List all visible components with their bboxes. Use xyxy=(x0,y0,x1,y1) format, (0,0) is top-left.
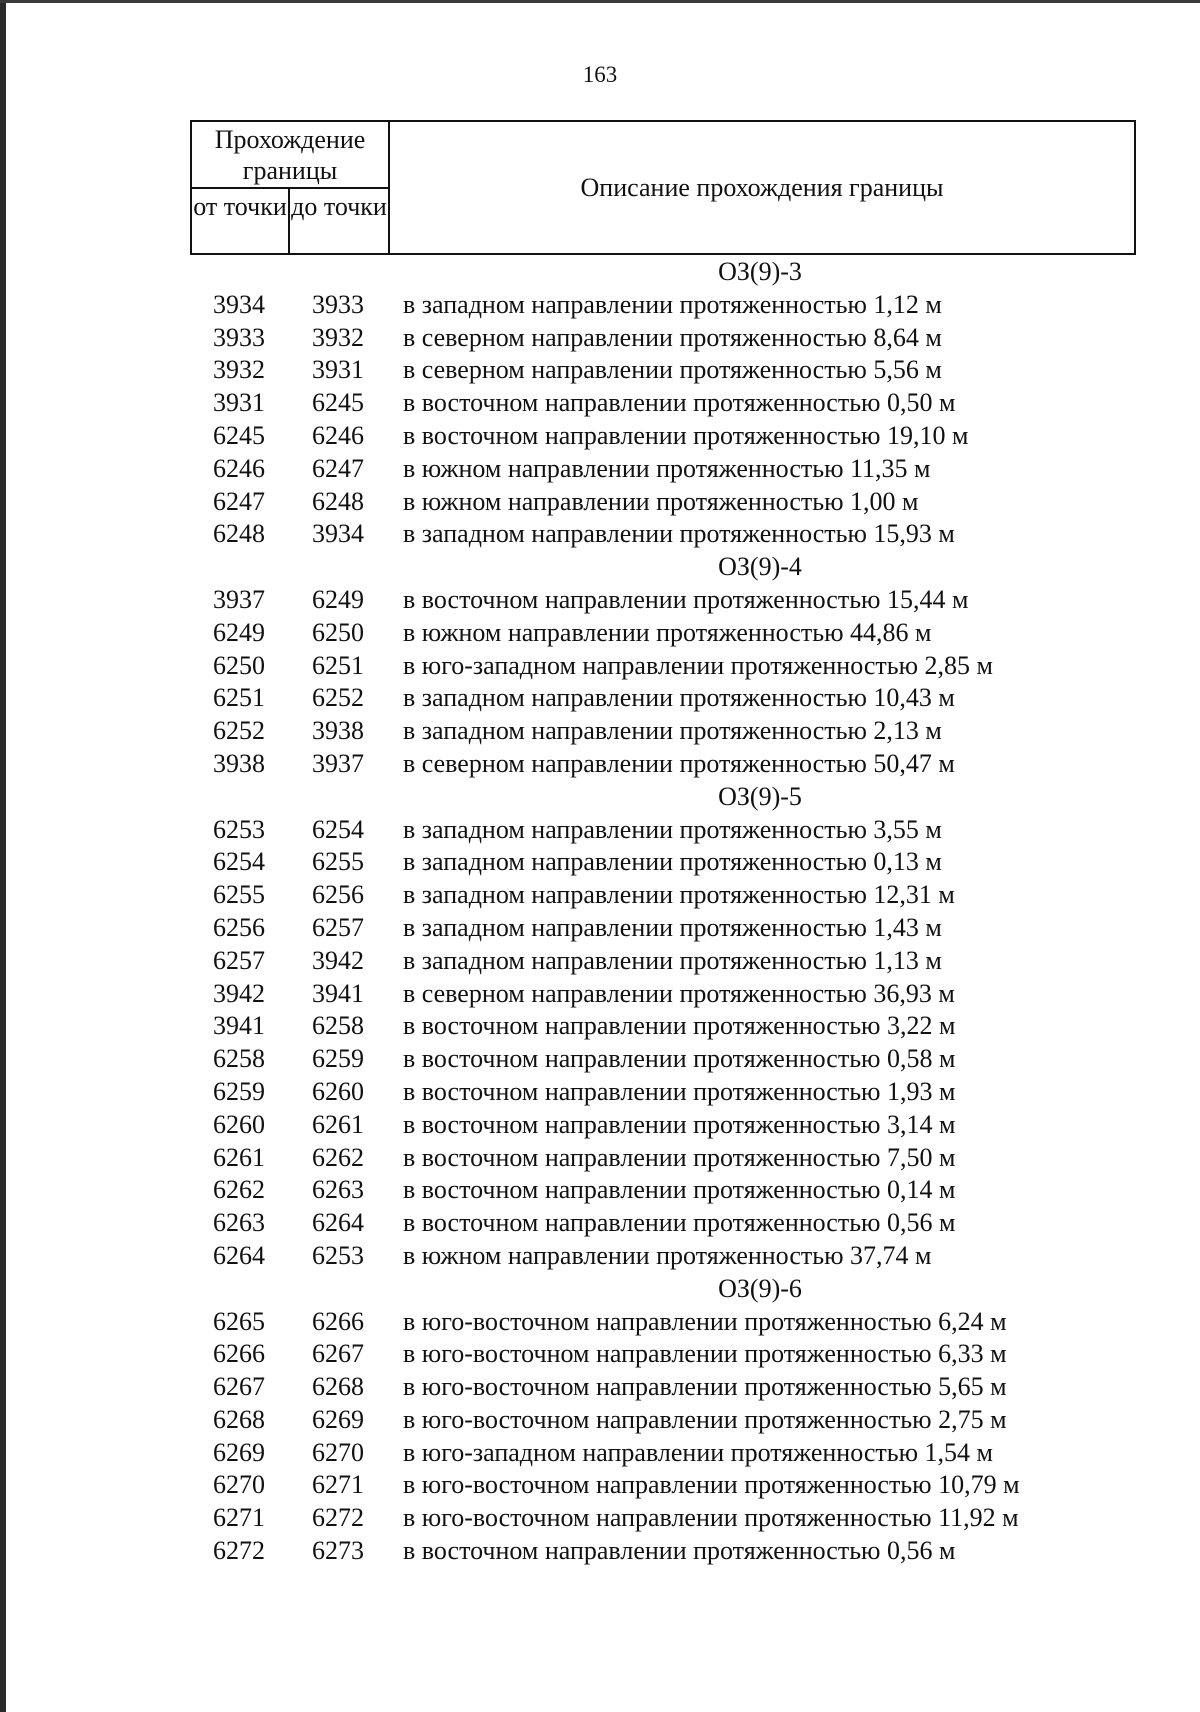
section-title-row xyxy=(0,256,1200,289)
description-cell: в западном направлении протяженностью 3,55 м xyxy=(403,814,942,844)
table-row xyxy=(0,1142,1200,1175)
table-row xyxy=(0,1240,1200,1273)
to-point-cell: 3941 xyxy=(312,978,364,1008)
table-row xyxy=(0,518,1200,551)
from-point-cell: 6254 xyxy=(213,847,265,877)
to-point-cell: 6271 xyxy=(312,1470,364,1500)
table-row xyxy=(0,584,1200,617)
from-point-cell: 3934 xyxy=(213,289,265,319)
from-point-cell: 6256 xyxy=(213,912,265,942)
from-point-cell: 6271 xyxy=(213,1503,265,1533)
table-row xyxy=(0,1207,1200,1240)
table-row xyxy=(0,978,1200,1011)
table-row xyxy=(0,912,1200,945)
section-title-row xyxy=(0,551,1200,584)
header-passage: Прохождение границы xyxy=(192,122,390,189)
table-row xyxy=(0,1437,1200,1470)
description-cell: в западном направлении протяженностью 15,93 м xyxy=(403,519,955,549)
from-point-cell: 6250 xyxy=(213,650,265,680)
to-point-cell: 6256 xyxy=(312,880,364,910)
from-point-cell: 6268 xyxy=(213,1404,265,1434)
table-row xyxy=(0,748,1200,781)
to-point-cell: 6267 xyxy=(312,1339,364,1369)
from-point-cell: 6262 xyxy=(213,1175,265,1205)
description-cell: в восточном направлении протяженностью 0,50 м xyxy=(403,388,956,418)
to-point-cell: 6250 xyxy=(312,617,364,647)
description-cell: в западном направлении протяженностью 12,31 м xyxy=(403,880,955,910)
to-point-cell: 6263 xyxy=(312,1175,364,1205)
to-point-cell: 6266 xyxy=(312,1306,364,1336)
to-point-cell: 3932 xyxy=(312,322,364,352)
to-point-cell: 6249 xyxy=(312,584,364,614)
header-to-point: до точки xyxy=(290,189,390,255)
description-cell: в юго-восточном направлении протяженностью 5,65 м xyxy=(403,1372,1007,1402)
description-cell: в восточном направлении протяженностью 1,93 м xyxy=(403,1076,956,1106)
from-point-cell: 6258 xyxy=(213,1044,265,1074)
description-cell: в южном направлении протяженностью 37,74 м xyxy=(403,1240,932,1270)
description-cell: в западном направлении протяженностью 2,13 м xyxy=(403,716,942,746)
from-point-cell: 6259 xyxy=(213,1076,265,1106)
table-row xyxy=(0,879,1200,912)
section-title-row xyxy=(0,1273,1200,1306)
to-point-cell: 6255 xyxy=(312,847,364,877)
description-cell: в северном направлении протяженностью 5,56 м xyxy=(403,355,942,385)
description-cell: в южном направлении протяженностью 11,35 м xyxy=(403,453,931,483)
description-cell: в западном направлении протяженностью 0,13 м xyxy=(403,847,942,877)
from-point-cell: 6265 xyxy=(213,1306,265,1336)
to-point-cell: 3931 xyxy=(312,355,364,385)
table-row xyxy=(0,1338,1200,1371)
description-cell: в юго-восточном направлении протяженностью 2,75 м xyxy=(403,1404,1007,1434)
from-point-cell: 6267 xyxy=(213,1372,265,1402)
to-point-cell: 6253 xyxy=(312,1240,364,1270)
from-point-cell: 6252 xyxy=(213,716,265,746)
section-title: ОЗ(9)-6 xyxy=(718,1273,802,1303)
section-title: ОЗ(9)-3 xyxy=(718,257,802,286)
to-point-cell: 3933 xyxy=(312,289,364,319)
from-point-cell: 6253 xyxy=(213,814,265,844)
description-cell: в юго-восточном направлении протяженностью 6,33 м xyxy=(403,1339,1007,1369)
description-cell: в южном направлении протяженностью 44,86 м xyxy=(403,617,932,647)
from-point-cell: 6263 xyxy=(213,1208,265,1238)
to-point-cell: 6269 xyxy=(312,1404,364,1434)
to-point-cell: 3934 xyxy=(312,519,364,549)
table-row xyxy=(0,1535,1200,1568)
to-point-cell: 6273 xyxy=(312,1536,364,1566)
to-point-cell: 6254 xyxy=(312,814,364,844)
to-point-cell: 6258 xyxy=(312,1011,364,1041)
table-row xyxy=(0,354,1200,387)
to-point-cell: 6252 xyxy=(312,683,364,713)
from-point-cell: 6266 xyxy=(213,1339,265,1369)
from-point-cell: 3938 xyxy=(213,748,265,778)
to-point-cell: 3942 xyxy=(312,945,364,975)
table-row xyxy=(0,1502,1200,1535)
description-cell: в южном направлении протяженностью 1,00 м xyxy=(403,486,919,516)
from-point-cell: 6245 xyxy=(213,420,265,450)
description-cell: в западном направлении протяженностью 10,43 м xyxy=(403,683,955,713)
scan-edge-top xyxy=(0,0,1200,3)
from-point-cell: 6260 xyxy=(213,1109,265,1139)
from-point-cell: 3932 xyxy=(213,355,265,385)
section-title: ОЗ(9)-5 xyxy=(718,781,802,811)
header-from-point: от точки xyxy=(192,189,290,255)
to-point-cell: 6259 xyxy=(312,1044,364,1074)
table-row xyxy=(0,453,1200,486)
table-row xyxy=(0,715,1200,748)
boundary-table-header xyxy=(190,120,1136,255)
description-cell: в юго-восточном направлении протяженностью 11,92 м xyxy=(403,1503,1019,1533)
to-point-cell: 6272 xyxy=(312,1503,364,1533)
from-point-cell: 6246 xyxy=(213,453,265,483)
from-point-cell: 3942 xyxy=(213,978,265,1008)
table-row xyxy=(0,387,1200,420)
to-point-cell: 6248 xyxy=(312,486,364,516)
table-row xyxy=(0,1043,1200,1076)
from-point-cell: 6257 xyxy=(213,945,265,975)
description-cell: в восточном направлении протяженностью 0,14 м xyxy=(403,1175,956,1205)
description-cell: в западном направлении протяженностью 1,43 м xyxy=(403,912,942,942)
to-point-cell: 6257 xyxy=(312,912,364,942)
table-row xyxy=(0,1076,1200,1109)
page-number: 163 xyxy=(582,62,618,87)
table-row xyxy=(0,1404,1200,1437)
from-point-cell: 3933 xyxy=(213,322,265,352)
to-point-cell: 6268 xyxy=(312,1372,364,1402)
from-point-cell: 6269 xyxy=(213,1437,265,1467)
description-cell: в восточном направлении протяженностью 19,10 м xyxy=(403,420,969,450)
description-cell: в восточном направлении протяженностью 0,56 м xyxy=(403,1536,956,1566)
table-row xyxy=(0,1109,1200,1142)
from-point-cell: 6247 xyxy=(213,486,265,516)
from-point-cell: 6255 xyxy=(213,880,265,910)
from-point-cell: 6264 xyxy=(213,1240,265,1270)
description-cell: в восточном направлении протяженностью 7,50 м xyxy=(403,1142,956,1172)
table-row xyxy=(0,846,1200,879)
from-point-cell: 6249 xyxy=(213,617,265,647)
table-row xyxy=(0,650,1200,683)
from-point-cell: 6270 xyxy=(213,1470,265,1500)
to-point-cell: 6251 xyxy=(312,650,364,680)
description-cell: в юго-восточном направлении протяженностью 6,24 м xyxy=(403,1306,1007,1336)
from-point-cell: 6251 xyxy=(213,683,265,713)
table-row xyxy=(0,682,1200,715)
table-row xyxy=(0,1174,1200,1207)
table-row xyxy=(0,289,1200,322)
to-point-cell: 6246 xyxy=(312,420,364,450)
to-point-cell: 6264 xyxy=(312,1208,364,1238)
to-point-cell: 6262 xyxy=(312,1142,364,1172)
description-cell: в восточном направлении протяженностью 0,56 м xyxy=(403,1208,956,1238)
description-cell: в западном направлении протяженностью 1,12 м xyxy=(403,289,942,319)
section-title: ОЗ(9)-4 xyxy=(718,552,802,582)
from-point-cell: 3941 xyxy=(213,1011,265,1041)
to-point-cell: 6261 xyxy=(312,1109,364,1139)
table-row xyxy=(0,1469,1200,1502)
description-cell: в северном направлении протяженностью 50,47 м xyxy=(403,748,955,778)
header-description-label: Описание прохождения границы xyxy=(580,172,944,202)
description-cell: в восточном направлении протяженностью 15,44 м xyxy=(403,584,969,614)
to-point-cell: 6247 xyxy=(312,453,364,483)
from-point-cell: 6272 xyxy=(213,1536,265,1566)
table-row xyxy=(0,945,1200,978)
description-cell: в юго-западном направлении протяженностью 1,54 м xyxy=(403,1437,993,1467)
table-row xyxy=(0,1371,1200,1404)
description-cell: в юго-западном направлении протяженностью 2,85 м xyxy=(403,650,993,680)
description-cell: в северном направлении протяженностью 8,64 м xyxy=(403,322,942,352)
table-row xyxy=(0,814,1200,847)
table-row xyxy=(0,1306,1200,1339)
table-row xyxy=(0,420,1200,453)
from-point-cell: 6248 xyxy=(213,519,265,549)
from-point-cell: 6261 xyxy=(213,1142,265,1172)
from-point-cell: 3931 xyxy=(213,388,265,418)
header-description xyxy=(390,122,1134,253)
description-cell: в восточном направлении протяженностью 0,58 м xyxy=(403,1044,956,1074)
table-row xyxy=(0,617,1200,650)
table-row xyxy=(0,486,1200,519)
section-title-row xyxy=(0,781,1200,814)
to-point-cell: 6270 xyxy=(312,1437,364,1467)
description-cell: в северном направлении протяженностью 36,93 м xyxy=(403,978,955,1008)
boundary-table-body xyxy=(0,256,1200,1568)
to-point-cell: 6260 xyxy=(312,1076,364,1106)
to-point-cell: 6245 xyxy=(312,388,364,418)
to-point-cell: 3937 xyxy=(312,748,364,778)
to-point-cell: 3938 xyxy=(312,716,364,746)
table-row xyxy=(0,1010,1200,1043)
description-cell: в западном направлении протяженностью 1,13 м xyxy=(403,945,942,975)
description-cell: в восточном направлении протяженностью 3,14 м xyxy=(403,1109,956,1139)
description-cell: в восточном направлении протяженностью 3,22 м xyxy=(403,1011,956,1041)
from-point-cell: 3937 xyxy=(213,584,265,614)
description-cell: в юго-восточном направлении протяженностью 10,79 м xyxy=(403,1470,1020,1500)
table-row xyxy=(0,322,1200,355)
